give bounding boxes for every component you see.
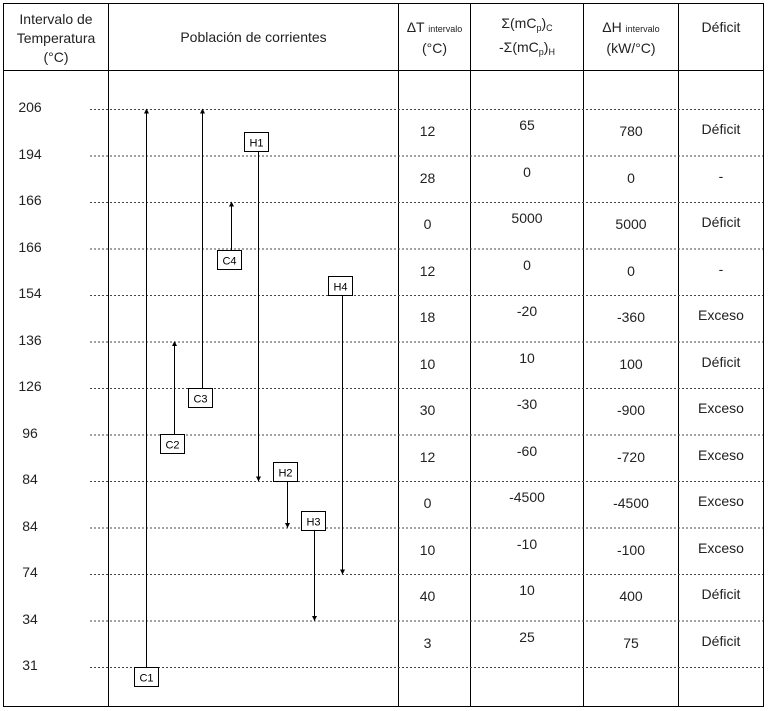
header-sum1-main: Σ(mC <box>501 15 537 31</box>
header-delta-h <box>584 18 678 58</box>
interval-sum-mcp: 0 <box>523 163 531 180</box>
interval-delta-t: 0 <box>423 216 432 233</box>
header-deficit-label: Déficit <box>701 19 741 35</box>
stream-population <box>135 109 353 687</box>
temperature-label: 154 <box>18 285 42 301</box>
interval-status: - <box>718 260 724 277</box>
temperature-label: 84 <box>22 471 38 487</box>
header-interval-line2: Temperatura <box>16 30 96 46</box>
header-sum1-sub: p <box>536 23 542 33</box>
interval-status: Exceso <box>698 400 744 417</box>
header-dh-unit: (kW/°C) <box>606 40 656 56</box>
interval-sum-mcp: -10 <box>516 535 538 552</box>
interval-status: Déficit <box>701 121 741 138</box>
temperature-label: 34 <box>22 610 38 627</box>
interval-delta-h: 780 <box>619 123 643 140</box>
temperature-label: 31 <box>22 657 38 673</box>
stream-label-h1: H1 <box>249 137 264 150</box>
interval-delta-t: 30 <box>419 402 436 419</box>
interval-delta-t: 3 <box>423 634 432 651</box>
interval-delta-h: 0 <box>627 169 635 186</box>
header-delta-t <box>399 18 470 58</box>
header-population-label: Población de corrientes <box>180 29 327 45</box>
temperature-label: 166 <box>18 192 42 208</box>
temperature-label: 194 <box>18 145 42 162</box>
interval-delta-t: 12 <box>419 448 436 465</box>
interval-delta-t: 0 <box>423 495 432 512</box>
interval-sum-mcp: 0 <box>523 256 531 273</box>
header-sum2-sub: p <box>538 47 544 57</box>
temperature-label: 74 <box>22 564 38 580</box>
header-sum2-main: -Σ(mC <box>499 39 539 55</box>
interval-delta-h: 400 <box>619 588 643 605</box>
interval-delta-t: 10 <box>419 355 436 372</box>
interval-delta-h: 75 <box>623 634 639 651</box>
interval-delta-h: 100 <box>619 355 643 372</box>
header-stream-population <box>109 28 398 47</box>
interval-sum-mcp: 10 <box>519 349 535 366</box>
interval-sum-mcp: 10 <box>519 582 535 599</box>
interval-delta-t: 18 <box>419 309 436 326</box>
interval-delta-t: 40 <box>419 588 436 605</box>
interval-sum-mcp: 25 <box>519 628 535 645</box>
interval-sum-mcp: -20 <box>516 303 538 320</box>
interval-delta-h: -720 <box>616 448 646 465</box>
interval-status: Déficit <box>701 632 741 649</box>
interval-status: Exceso <box>698 539 744 556</box>
interval-delta-h: 5000 <box>615 216 647 233</box>
interval-delta-t: 28 <box>419 169 436 186</box>
header-dh-main: ΔH <box>602 19 622 35</box>
temperature-label: 166 <box>18 238 42 255</box>
interval-status: Déficit <box>701 214 741 231</box>
interval-delta-t: 12 <box>419 262 436 279</box>
interval-delta-h: -360 <box>616 309 646 326</box>
header-interval-line1: Intervalo de <box>19 11 93 27</box>
temperature-label: 206 <box>18 99 42 115</box>
interval-delta-h: -900 <box>616 402 646 419</box>
header-sum1-sub2: C <box>546 23 553 33</box>
header-sum-mcp <box>471 14 583 62</box>
interval-sum-mcp: -30 <box>516 396 538 413</box>
interval-delta-t: 10 <box>419 541 436 558</box>
stream-label-c3: C3 <box>193 393 208 406</box>
interval-sum-mcp: 5000 <box>511 210 543 227</box>
interval-sum-mcp: 65 <box>519 117 535 134</box>
header-temperature-interval <box>4 10 108 67</box>
interval-status: Exceso <box>698 493 744 510</box>
stream-label-h2: H2 <box>278 467 293 480</box>
header-dt-unit: (°C) <box>421 40 448 56</box>
interval-sum-mcp: -60 <box>516 442 538 459</box>
header-dt-main: ΔT <box>406 19 425 35</box>
stream-label-c2: C2 <box>165 439 180 452</box>
header-sum2-close: ) <box>543 39 549 55</box>
interval-status: Exceso <box>698 307 744 324</box>
stream-label-c1: C1 <box>139 672 154 685</box>
header-dh-sub: intervalo <box>625 24 660 34</box>
stream-label-h4: H4 <box>333 281 348 294</box>
stream-label-c4: C4 <box>222 255 237 268</box>
interval-status: Exceso <box>698 446 744 463</box>
interval-sum-mcp: -4500 <box>509 489 545 506</box>
header-interval-line3: (°C) <box>43 49 69 65</box>
header-dt-sub: intervalo <box>428 24 463 34</box>
temperature-label: 126 <box>18 378 42 394</box>
interval-delta-h: -100 <box>616 541 646 558</box>
temperature-label: 84 <box>22 517 38 534</box>
header-deficit <box>679 18 763 37</box>
header-sum2-sub2: H <box>548 47 555 57</box>
interval-delta-h: 0 <box>627 262 635 279</box>
temperature-label: 136 <box>18 331 42 348</box>
header-sum1-close: ) <box>541 15 547 31</box>
temperature-label: 96 <box>22 424 38 441</box>
interval-status: - <box>718 167 724 184</box>
interval-delta-t: 12 <box>419 123 436 140</box>
interval-status: Déficit <box>701 586 741 603</box>
interval-status: Déficit <box>701 353 741 370</box>
interval-delta-h: -4500 <box>613 495 649 512</box>
stream-label-h3: H3 <box>306 516 321 529</box>
